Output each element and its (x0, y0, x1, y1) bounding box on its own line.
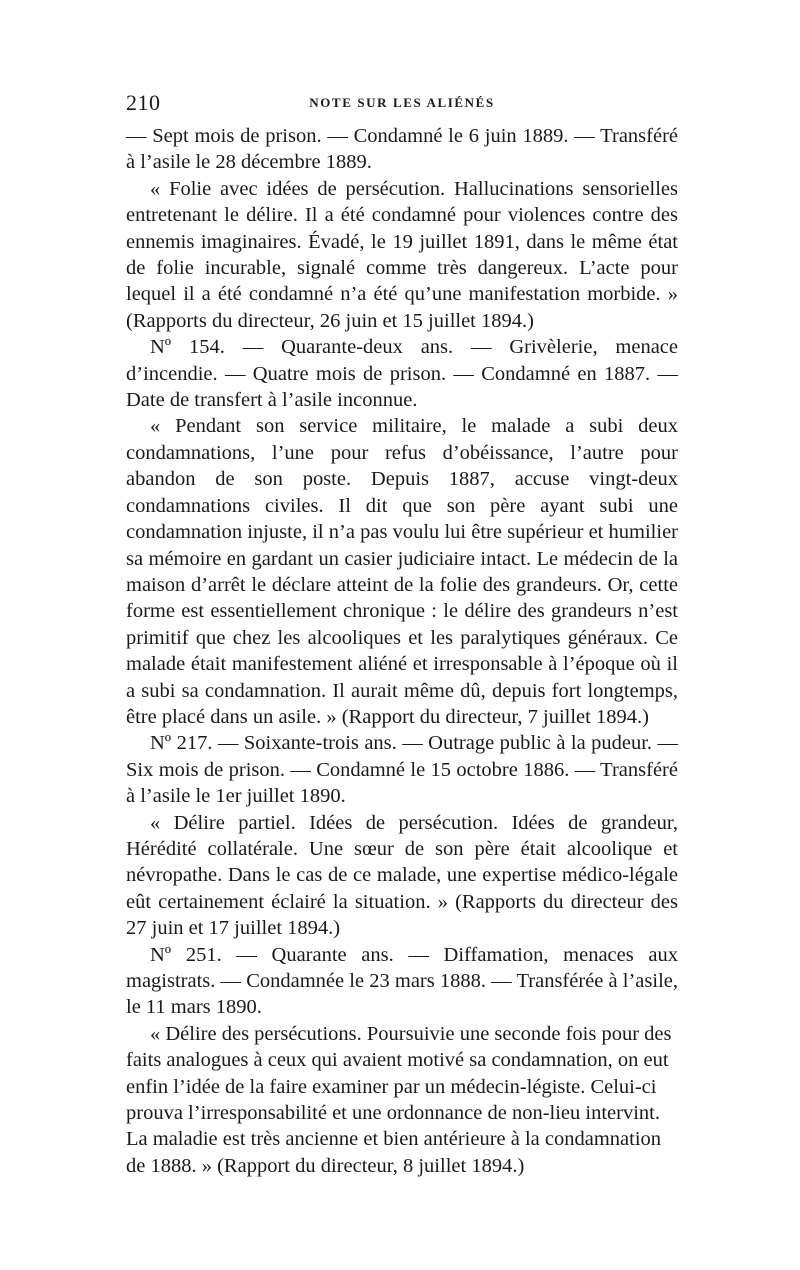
body-text (126, 123, 678, 1179)
paragraph: « Pendant son service militaire, le malade a subi deux condamnations, l’une pour refus d’obéissance, l’autre pour abandon de son poste. Depuis 1887, accuse vingt-deux condamnations civiles. Il dit que son père ayant subi une condamnation injuste, il n’a pas voulu lui être supérieur et humilier sa mémoire en gardant un casier judiciaire intact. Le médecin de la maison d’arrêt le déclare atteint de la folie des grandeurs. Or, cette forme est essentiellement chronique : le délire des grandeurs n’est primitif que chez les alcooliques et les paralytiques généraux. Ce malade était manifestement aliéné et irresponsable à l’époque où il a subi sa condamnation. Il aurait même dû, depuis fort longtemps, être placé dans un asile. » (Rapport du directeur, 7 juillet 1894.) (126, 415, 678, 728)
paragraph: « Folie avec idées de persécution. Hallucinations sensorielles entretenant le délire. Il a été condamné pour violences contre des ennemis imaginaires. Évadé, le 19 juillet 1891, dans le même état de folie incurable, signalé comme très dangereux. L’acte pour lequel il a été condamné n’a été qu’une manifestation morbide. » (Rapports du directeur, 26 juin et 15 juillet 1894.) (126, 177, 678, 332)
paragraph: Nº 217. — Soixante-trois ans. — Outrage public à la pudeur. — Six mois de prison. — Condamné le 15 octobre 1886. — Transféré à l’asile le 1er juillet 1890. (126, 732, 678, 808)
paragraph: — Sept mois de prison. — Condamné le 6 juin 1889. — Transféré à l’asile le 28 décembre 1889. (126, 125, 678, 174)
paragraph: « Délire partiel. Idées de persécution. Idées de grandeur, Hérédité collatérale. Une sœur de son père était alcoolique et névropathe. Dans le cas de ce malade, une expertise médico-légale eût certainement éclairé la situation. » (Rapports du directeur des 27 juin et 17 juillet 1894.) (126, 811, 678, 940)
paragraph: Nº 154. — Quarante-deux ans. — Grivèlerie, menace d’incendie. — Quatre mois de prison. — Condamné en 1887. — Date de transfert à l’asile inconnue. (126, 336, 678, 412)
page-header (126, 90, 678, 120)
running-title: NOTE SUR LES ALIÉNÉS (309, 95, 495, 110)
page-number: 210 (126, 90, 161, 115)
paragraph: « Délire des persécutions. Poursuivie une seconde fois pour des faits analogues à ceux qui avaient motivé sa condamnation, on eut enfin l’idée de la faire examiner par un médecin-légiste. Celui-ci prouva l’irresponsabilité et une ordonnance de non-lieu intervint. La maladie est très ancienne et bien antérieure à la condamnation de 1888. » (Rapport du directeur, 8 juillet 1894.) (126, 1022, 672, 1177)
paragraph: Nº 251. — Quarante ans. — Diffamation, menaces aux magistrats. — Condamnée le 23 mars 1888. — Transférée à l’asile, le 11 mars 1890. (126, 943, 678, 1019)
